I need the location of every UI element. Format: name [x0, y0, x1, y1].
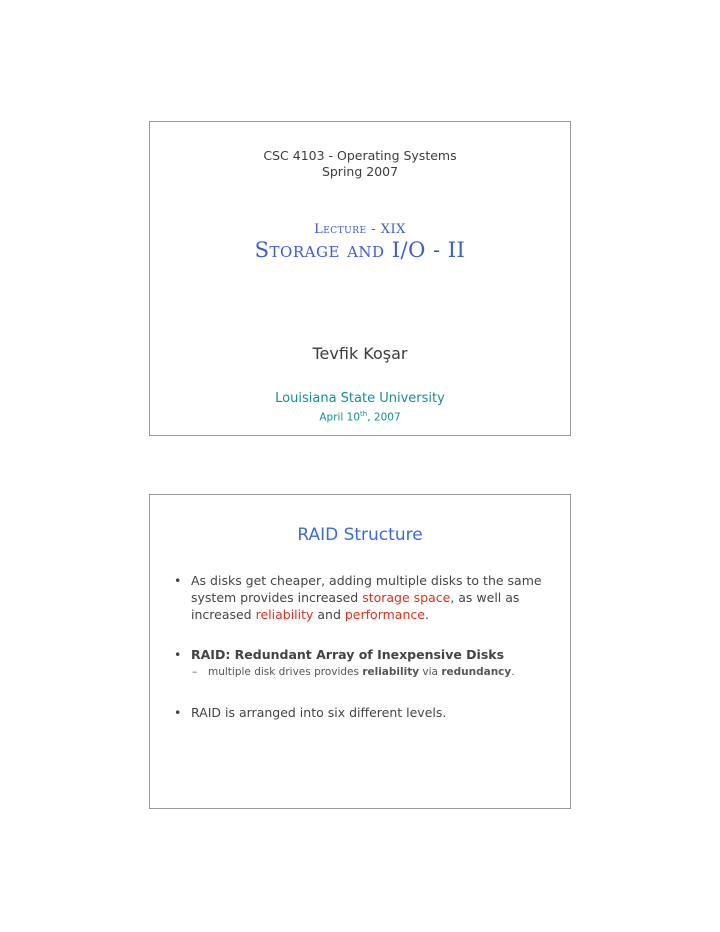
bullet-text	[174, 646, 549, 663]
bullet-text-part: , as well as increased	[191, 590, 520, 622]
date-ordinal: th	[360, 410, 368, 418]
bullet-text-part: As disks get cheaper, adding multiple disks to the same system provides increased	[191, 573, 542, 605]
sub-text-part: via	[419, 666, 442, 678]
bullet-marker: •	[174, 705, 182, 720]
university-name: Louisiana State University	[275, 391, 445, 406]
bullet-text	[174, 572, 549, 623]
sub-bullet-marker: –	[192, 666, 198, 678]
bullet-marker: •	[174, 647, 182, 662]
semester: Spring 2007	[321, 164, 399, 179]
bullet-text-part: and	[313, 607, 345, 622]
author-name: Tevfik Koşar	[312, 344, 408, 363]
course-name: CSC 4103 - Operating Systems	[263, 148, 457, 163]
bullet-raid-definition	[174, 646, 549, 663]
highlight-performance: performance	[344, 607, 425, 622]
date-prefix: April 10	[319, 411, 361, 424]
lecture-number: Lecture - XIX	[314, 222, 406, 237]
highlight-storage-space: storage space	[362, 590, 451, 605]
sub-bullet-text	[192, 666, 552, 678]
slide-title: RAID Structure	[297, 525, 423, 545]
bold-reliability: reliability	[362, 666, 420, 678]
raid-structure-slide	[149, 494, 571, 809]
highlight-reliability: reliability	[255, 607, 314, 622]
raid-definition-text: RAID: Redundant Array of Inexpensive Disks	[191, 647, 505, 662]
bullet-disks-cheaper	[174, 572, 549, 623]
title-slide	[149, 121, 571, 436]
course-info	[150, 148, 570, 180]
bold-redundancy: redundancy	[441, 666, 512, 678]
lecture-title: Storage and I/O - II	[254, 238, 466, 262]
bullet-text-part: .	[424, 607, 429, 622]
date-suffix: , 2007	[367, 411, 401, 424]
bullet-raid-levels	[174, 704, 549, 721]
bullet-text: RAID is arranged into six different levels.	[191, 705, 447, 720]
lecture-date	[150, 410, 570, 424]
sub-bullet-redundancy	[192, 666, 552, 678]
sub-text-part: .	[511, 666, 515, 678]
sub-text-part: multiple disk drives provides	[208, 666, 363, 678]
bullet-marker: •	[174, 573, 182, 588]
